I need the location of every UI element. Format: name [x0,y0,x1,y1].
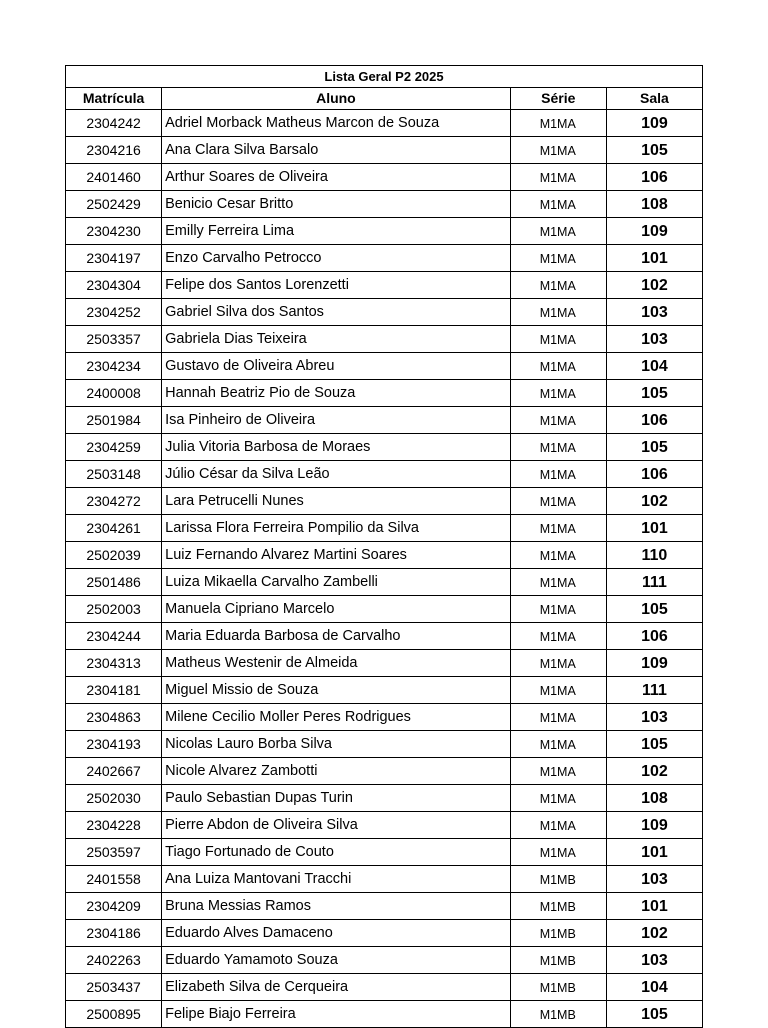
aluno-cell: Larissa Flora Ferreira Pompilio da Silva [162,515,511,542]
table-row [66,326,703,353]
matricula-cell: 2304234 [66,353,162,380]
aluno-cell: Lara Petrucelli Nunes [162,488,511,515]
table-row [66,272,703,299]
matricula-cell: 2304313 [66,650,162,677]
serie-cell: M1MA [510,704,606,731]
matricula-cell: 2502030 [66,785,162,812]
aluno-cell: Julia Vitoria Barbosa de Moraes [162,434,511,461]
sala-cell: 103 [606,866,702,893]
aluno-cell: Eduardo Alves Damaceno [162,920,511,947]
serie-cell: M1MA [510,650,606,677]
table-row [66,866,703,893]
serie-cell: M1MA [510,326,606,353]
serie-cell: M1MA [510,272,606,299]
sala-cell: 109 [606,650,702,677]
aluno-cell: Felipe Biajo Ferreira [162,1001,511,1028]
table-row [66,812,703,839]
header-row [66,88,703,110]
matricula-cell: 2304216 [66,137,162,164]
table-row [66,488,703,515]
sala-cell: 105 [606,596,702,623]
serie-cell: M1MA [510,839,606,866]
table-row [66,893,703,920]
table-body [66,110,703,1028]
serie-cell: M1MA [510,380,606,407]
table-row [66,245,703,272]
table-row [66,515,703,542]
sala-cell: 109 [606,812,702,839]
matricula-cell: 2304259 [66,434,162,461]
sala-cell: 105 [606,434,702,461]
serie-cell: M1MB [510,974,606,1001]
serie-cell: M1MB [510,866,606,893]
matricula-cell: 2500895 [66,1001,162,1028]
matricula-cell: 2502003 [66,596,162,623]
column-header-sala: Sala [606,88,702,110]
serie-cell: M1MA [510,785,606,812]
table-row [66,542,703,569]
sala-cell: 110 [606,542,702,569]
student-list-table [65,65,703,1028]
sala-cell: 109 [606,218,702,245]
sala-cell: 101 [606,515,702,542]
aluno-cell: Luiz Fernando Alvarez Martini Soares [162,542,511,569]
column-header-serie: Série [510,88,606,110]
aluno-cell: Arthur Soares de Oliveira [162,164,511,191]
table-row [66,623,703,650]
matricula-cell: 2503437 [66,974,162,1001]
table-row [66,353,703,380]
matricula-cell: 2304186 [66,920,162,947]
sala-cell: 106 [606,407,702,434]
aluno-cell: Júlio César da Silva Leão [162,461,511,488]
table-row [66,758,703,785]
aluno-cell: Emilly Ferreira Lima [162,218,511,245]
aluno-cell: Nicole Alvarez Zambotti [162,758,511,785]
aluno-cell: Hannah Beatriz Pio de Souza [162,380,511,407]
aluno-cell: Gabriel Silva dos Santos [162,299,511,326]
sala-cell: 106 [606,623,702,650]
aluno-cell: Paulo Sebastian Dupas Turin [162,785,511,812]
table-row [66,839,703,866]
serie-cell: M1MA [510,191,606,218]
matricula-cell: 2502429 [66,191,162,218]
serie-cell: M1MB [510,920,606,947]
sala-cell: 102 [606,758,702,785]
aluno-cell: Elizabeth Silva de Cerqueira [162,974,511,1001]
sala-cell: 105 [606,731,702,758]
serie-cell: M1MA [510,623,606,650]
sala-cell: 103 [606,326,702,353]
aluno-cell: Pierre Abdon de Oliveira Silva [162,812,511,839]
aluno-cell: Felipe dos Santos Lorenzetti [162,272,511,299]
table-row [66,434,703,461]
serie-cell: M1MA [510,596,606,623]
sala-cell: 103 [606,704,702,731]
sala-cell: 106 [606,164,702,191]
matricula-cell: 2304193 [66,731,162,758]
matricula-cell: 2304197 [66,245,162,272]
sala-cell: 111 [606,569,702,596]
matricula-cell: 2304244 [66,623,162,650]
serie-cell: M1MB [510,1001,606,1028]
table-row [66,110,703,137]
table-row [66,569,703,596]
sala-cell: 102 [606,272,702,299]
serie-cell: M1MA [510,515,606,542]
table-row [66,650,703,677]
table-row [66,191,703,218]
sala-cell: 104 [606,353,702,380]
aluno-cell: Eduardo Yamamoto Souza [162,947,511,974]
sala-cell: 108 [606,191,702,218]
matricula-cell: 2304863 [66,704,162,731]
serie-cell: M1MA [510,569,606,596]
sala-cell: 102 [606,920,702,947]
table-row [66,596,703,623]
serie-cell: M1MA [510,812,606,839]
table-row [66,407,703,434]
matricula-cell: 2304272 [66,488,162,515]
table-row [66,731,703,758]
table-title: Lista Geral P2 2025 [66,66,703,88]
table-row [66,677,703,704]
sala-cell: 111 [606,677,702,704]
table-row [66,974,703,1001]
serie-cell: M1MB [510,947,606,974]
matricula-cell: 2400008 [66,380,162,407]
serie-cell: M1MA [510,137,606,164]
serie-cell: M1MA [510,110,606,137]
aluno-cell: Gabriela Dias Teixeira [162,326,511,353]
table-row [66,164,703,191]
sala-cell: 106 [606,461,702,488]
sala-cell: 105 [606,137,702,164]
table-row [66,299,703,326]
sala-cell: 103 [606,947,702,974]
table-row [66,380,703,407]
column-header-matricula: Matrícula [66,88,162,110]
matricula-cell: 2501984 [66,407,162,434]
sala-cell: 101 [606,893,702,920]
matricula-cell: 2402263 [66,947,162,974]
aluno-cell: Isa Pinheiro de Oliveira [162,407,511,434]
matricula-cell: 2304181 [66,677,162,704]
aluno-cell: Miguel Missio de Souza [162,677,511,704]
sala-cell: 101 [606,839,702,866]
matricula-cell: 2304230 [66,218,162,245]
matricula-cell: 2304209 [66,893,162,920]
serie-cell: M1MA [510,677,606,704]
aluno-cell: Nicolas Lauro Borba Silva [162,731,511,758]
sala-cell: 105 [606,1001,702,1028]
serie-cell: M1MA [510,758,606,785]
serie-cell: M1MA [510,488,606,515]
table-row [66,785,703,812]
sala-cell: 108 [606,785,702,812]
aluno-cell: Maria Eduarda Barbosa de Carvalho [162,623,511,650]
sala-cell: 105 [606,380,702,407]
matricula-cell: 2304228 [66,812,162,839]
table-row [66,461,703,488]
table-row [66,218,703,245]
aluno-cell: Bruna Messias Ramos [162,893,511,920]
serie-cell: M1MA [510,218,606,245]
matricula-cell: 2401460 [66,164,162,191]
table-row [66,137,703,164]
sala-cell: 103 [606,299,702,326]
aluno-cell: Luiza Mikaella Carvalho Zambelli [162,569,511,596]
matricula-cell: 2304304 [66,272,162,299]
serie-cell: M1MA [510,353,606,380]
matricula-cell: 2501486 [66,569,162,596]
aluno-cell: Milene Cecilio Moller Peres Rodrigues [162,704,511,731]
aluno-cell: Benicio Cesar Britto [162,191,511,218]
table-row [66,1001,703,1028]
matricula-cell: 2304261 [66,515,162,542]
title-row [66,66,703,88]
table-row [66,704,703,731]
sala-cell: 102 [606,488,702,515]
aluno-cell: Enzo Carvalho Petrocco [162,245,511,272]
serie-cell: M1MA [510,164,606,191]
aluno-cell: Tiago Fortunado de Couto [162,839,511,866]
serie-cell: M1MA [510,542,606,569]
matricula-cell: 2503148 [66,461,162,488]
matricula-cell: 2503357 [66,326,162,353]
aluno-cell: Ana Clara Silva Barsalo [162,137,511,164]
matricula-cell: 2401558 [66,866,162,893]
serie-cell: M1MA [510,731,606,758]
sala-cell: 104 [606,974,702,1001]
table-row [66,947,703,974]
serie-cell: M1MA [510,461,606,488]
serie-cell: M1MA [510,299,606,326]
aluno-cell: Ana Luiza Mantovani Tracchi [162,866,511,893]
serie-cell: M1MA [510,245,606,272]
aluno-cell: Manuela Cipriano Marcelo [162,596,511,623]
serie-cell: M1MA [510,434,606,461]
matricula-cell: 2304242 [66,110,162,137]
serie-cell: M1MA [510,407,606,434]
column-header-aluno: Aluno [162,88,511,110]
sala-cell: 109 [606,110,702,137]
matricula-cell: 2402667 [66,758,162,785]
matricula-cell: 2503597 [66,839,162,866]
aluno-cell: Adriel Morback Matheus Marcon de Souza [162,110,511,137]
aluno-cell: Matheus Westenir de Almeida [162,650,511,677]
table-row [66,920,703,947]
matricula-cell: 2502039 [66,542,162,569]
aluno-cell: Gustavo de Oliveira Abreu [162,353,511,380]
serie-cell: M1MB [510,893,606,920]
matricula-cell: 2304252 [66,299,162,326]
sala-cell: 101 [606,245,702,272]
